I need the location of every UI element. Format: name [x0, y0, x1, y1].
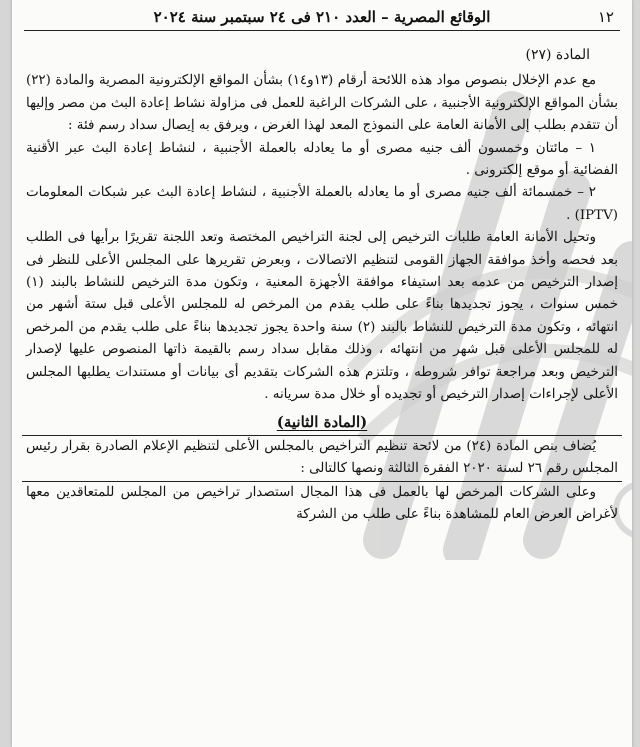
article-27-paragraph-1: مع عدم الإخلال بنصوص مواد هذه اللائحة أرقام (١٣و١٤) بشأن المواقع الإلكترونية المصرية والمادة (٢٢) بشأن المواقع الإلكترونية الأجنبية ، على الشركات الراغبة للعمل فى مزاولة نشاط إعادة البث من مصر وإليها أن تتقدم بطلب إلى الأمانة العامة على النموذج المعد لهذا الغرض ، ويرفق به إيصال سداد رسم فئة : [26, 73, 618, 134]
article-2-highlight-block [22, 435, 622, 482]
article-27-item-1: ١ – مائتان وخمسون ألف جنيه مصرى أو ما يعادله بالعملة الأجنبية ، لنشاط إعادة البث عبر الأقنية الفضائية أو موقع إلكترونى . [26, 140, 618, 179]
page-number: ١٢ [597, 8, 614, 26]
article-2-paragraph-1: يُضاف بنص المادة (٢٤) من لائحة تنظيم التراخيص بالمجلس الأعلى لتنظيم الإعلام الصادرة بقرار رئيس المجلس رقم ٢٦ لسنة ٢٠٢٠ الفقرة الثالثة ونصها كالتالى : [26, 438, 618, 477]
gazette-title: الوقائع المصرية – العدد ٢١٠ فى ٢٤ سبتمبر سنة ٢٠٢٤ [153, 8, 491, 26]
article-27-item-2: ٢ – خمسمائة ألف جنيه مصرى أو ما يعادله بالعملة الأجنبية ، لنشاط إعادة البث عبر شبكات المعلومات (IPTV) . [26, 185, 618, 223]
document-body [26, 44, 618, 527]
page-header [26, 6, 618, 28]
document-page [12, 0, 632, 747]
header-divider [24, 30, 620, 31]
article-27-paragraph-2: وتحيل الأمانة العامة طلبات الترخيص إلى لجنة التراخيص المختصة وتعد اللجنة تقريرًا برأيها فى الطلب بعد فحصه وأخذ موافقة الجهاز القومى لتنظيم الاتصالات ، وبعرض تقريرها على المجلس الأعلى للنظر فى إصدار الترخيص من عدمه بعد استيفاء موافقة الأجهزة المعنية ، وتكون مدة الترخيص للنشاط بالبند (١) خمس سنوات ، يجوز تجديدها بناءً على طلب يقدم من المرخص له للمجلس الأعلى قبل ستة أشهر من انتهائه ، وتكون مدة الترخيص للنشاط بالبند (٢) سنة واحدة يجوز تجديدها بناءً على طلب يقدم من المرخص له للمجلس الأعلى قبل شهر من انتهائه ، وذلك مقابل سداد رسم بالقيمة ذاتها المنصوص عليها لإصدار الترخيص وبعد مراجعة توافر شروطه ، وتلتزم هذه الشركات بتقديم أى بيانات أو مستندات يطلبها المجلس الأعلى لإجراءات إصدار الترخيص أو تجديده أو خلال مدة سريانه . [26, 230, 618, 403]
article-2-paragraph-2: وعلى الشركات المرخص لها بالعمل فى هذا المجال استصدار تراخيص من المجلس للمتعاقدين معها لأغراض العرض العام للمشاهدة بناءً على طلب من الشركة [26, 484, 618, 523]
article-27-title: المادة (٢٧) [525, 47, 590, 63]
article-2-title: (المادة الثانية) [276, 412, 368, 431]
